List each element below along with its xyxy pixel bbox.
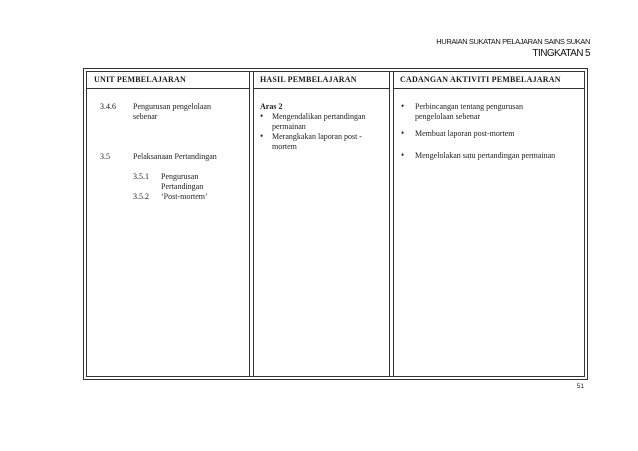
hasil-level-label: Aras 2	[260, 102, 283, 111]
cadangan-bullet-3: Mengelolakan satu pertandingan permainan	[415, 151, 556, 160]
cadangan-bullet-1-line2: pengelolaan sebenar	[415, 112, 481, 121]
item-3-5-text: Pelaksanaan Pertandingan	[133, 152, 217, 161]
syllabus-table-inner	[86, 71, 585, 377]
cadangan-column	[393, 72, 584, 376]
document-header-subtitle: TINGKATAN 5	[532, 48, 590, 59]
bullet-icon: •	[401, 101, 405, 111]
page-number: 51	[576, 383, 584, 390]
hasil-bullet-1-line1: Mengendalikan pertandingan	[272, 112, 366, 121]
unit-column	[87, 72, 250, 376]
syllabus-table	[83, 68, 588, 380]
bullet-icon: •	[260, 111, 264, 121]
item-3-5-number: 3.5	[100, 152, 110, 161]
hasil-bullet-1-line2: permainan	[272, 122, 306, 131]
hasil-bullet-2-line1: Merangkakan laporan post -	[272, 132, 362, 141]
bullet-icon: •	[260, 131, 264, 141]
item-3-5-2-number: 3.5.2	[133, 192, 149, 201]
bullet-icon: •	[401, 150, 405, 160]
item-3-5-1-line1: Pengurusan	[161, 172, 199, 181]
hasil-column-header: HASIL PEMBELAJARAN	[254, 72, 389, 89]
bullet-icon: •	[401, 128, 405, 138]
cadangan-bullet-1-line1: Perbincangan tentang pengurusan	[415, 102, 523, 111]
item-3-5-1-number: 3.5.1	[133, 172, 149, 181]
hasil-column	[253, 72, 390, 376]
hasil-bullet-2-line2: mortem	[272, 142, 297, 151]
cadangan-bullet-2: Membuat laporan post-mortem	[415, 129, 515, 138]
document-header-title: HURAIAN SUKATAN PELAJARAN SAINS SUKAN	[436, 37, 590, 46]
item-3-4-6-line2: sebenar	[133, 112, 158, 121]
cadangan-column-header: CADANGAN AKTIVITI PEMBELAJARAN	[394, 72, 584, 89]
item-3-4-6-line1: Pengurusan pengelolaan	[133, 102, 211, 111]
item-3-4-6-number: 3.4.6	[100, 102, 116, 111]
unit-column-header: UNIT PEMBELAJARAN	[87, 72, 249, 89]
item-3-5-1-line2: Pertandingan	[161, 182, 204, 191]
item-3-5-2-text: ‘Post-mortem’	[161, 192, 208, 201]
